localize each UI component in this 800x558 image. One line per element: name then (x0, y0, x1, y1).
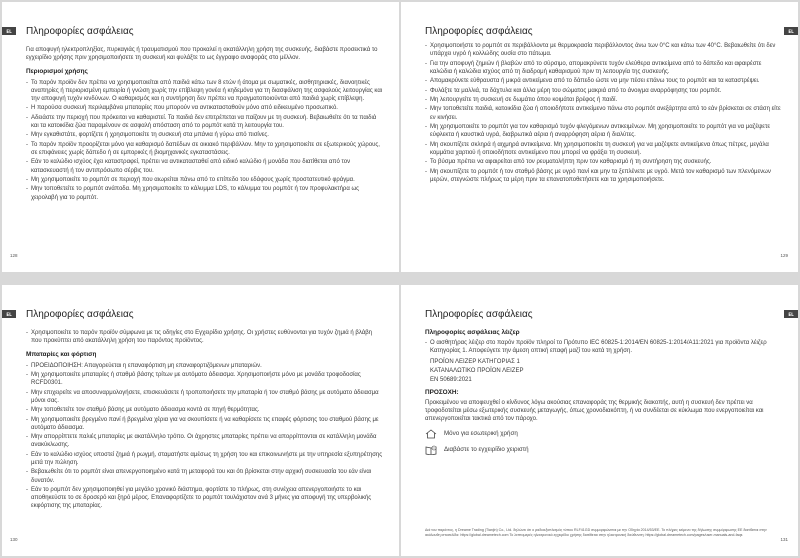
list-item: - Χρησιμοποιήστε το ρομπότ σε περιβάλλοντα με θερμοκρασία περιβάλλοντος άνω των 0°C και κάτω των 40°C. Βεβαιωθείτε ότι δεν υπάρχει υγρό ή κολλώδης ουσία στο πάτωμα. (425, 42, 782, 58)
list-item: - Απομακρύνετε εύθραυστα ή μικρά αντικείμενα από το δάπεδο ώστε να μην πέσει επάνω τους το ρομπότ και τα καταστρέψει. (425, 77, 782, 85)
laser-class-line: ΠΡΟΪΟΝ ΛΕΙΖΕΡ ΚΑΤΗΓΟΡΙΑΣ 1 (430, 358, 520, 365)
laser-class-line: ΚΑΤΑΝΑΛΩΤΙΚΟ ΠΡΟΪΟΝ ΛΕΙΖΕΡ (430, 367, 524, 374)
list-item: - Αδειάστε την περιοχή που πρόκειται να καθαριστεί. Τα παιδιά δεν επιτρέπεται να παίζουν με τη συσκευή. Βεβαιωθείτε ότι τα παιδιά και τα κατοικίδια ζώα παραμένουν σε ασφαλή απόσταση από το ρομπότ κατά τη λειτουργία του. (26, 114, 383, 130)
list-item: - Μη λειτουργείτε τη συσκευή σε δωμάτιο όπου κοιμάται βρέφος ή παιδί. (425, 96, 782, 104)
page-131 (401, 285, 798, 556)
list-item: - Μην εγκαθιστάτε, φορτίζετε ή χρησιμοποιείτε τη συσκευή στα μπάνια ή γύρω από πισίνες. (26, 131, 383, 139)
manual-book-icon (425, 445, 437, 455)
language-tab: EL (784, 310, 798, 318)
list-item: - Μην απορρίπτετε παλιές μπαταρίες με ακατάλληλο τρόπο. Οι άχρηστες μπαταρίες πρέπει να απορρίπτονται σε κατάλληλη μονάδα ανακύκλωσης. (26, 433, 383, 449)
laser-class-block (425, 358, 782, 385)
page-number: 130 (10, 537, 18, 542)
list-item: - Μην τοποθετείτε τον σταθμό βάσης με αυτόματο άδειασμα κοντά σε πηγή θερμότητας. (26, 406, 383, 414)
list-item: - Ο αισθητήρας λέιζερ στο παρόν προϊόν πληροί το Πρότυπο IEC 60825-1:2014/EN 60825-1:2014/A11:2021 για προϊόντα λέιζερ Κατηγορίας 1. Αποφεύγετε την άμεση οπτική επαφή μαζί του κατά τη χρήση. (425, 339, 782, 355)
usage-list (26, 329, 383, 345)
page-body (425, 329, 782, 455)
caution-text: Προκειμένου να αποφευχθεί ο κίνδυνος λόγω ακούσιας επαναφοράς της θερμικής διακοπής, αυτή η συσκευή δεν πρέπει να τροφοδοτείται μέσω εξωτερικής συσκευής μεταγωγής, όπως χρονοδιακόπτη, ή να συνδέεται σε κύκλωμα που ενεργοποιείται και απενεργοποιείται τακτικά από τον πάροχο. (425, 399, 764, 423)
language-tab: EL (784, 27, 798, 35)
page-title: Πληροφορίες ασφάλειας (26, 26, 134, 37)
list-item: - Εάν το ρομπότ δεν χρησιμοποιηθεί για μεγάλο χρονικό διάστημα, φορτίστε το πλήρως, στη συνέχεια απενεργοποιήστε το και αποθηκεύστε το σε δροσερό και ξηρό μέρος. Επαναφορτίζετε το ρομπότ τουλάχιστον ανά 3 μήνες για αποφυγή της υπερβολικής εκφόρτισης της μπαταρίας. (26, 486, 383, 511)
list-item: - Μη χρησιμοποιείτε το ρομπότ για τον καθαρισμό τυχόν φλεγόμενων αντικειμένων. Μη χρησιμοποιείτε το ρομπότ για να μαζέψετε εύφλεκτα ή καυστικά υγρά, διαβρωτικά αέρια ή αναρρόφηση αέρια ή διαλύτες. (425, 123, 782, 139)
list-item: - ΠΡΟΕΙΔΟΠΟΙΗΣΗ: Απαγορεύεται η επαναφόρτιση μη επαναφορτιζόμενων μπαταριών. (26, 362, 383, 370)
list-item: - Μην επιχειρείτε να αποσυναρμολογήσετε, επισκευάσετε ή τροποποιήσετε την μπαταρία ή τον σταθμό βάσης με αυτόματο άδειασμα μόνοι σας. (26, 389, 383, 405)
indoor-only-row (425, 429, 782, 439)
list-item: - Φυλάξτε τα μαλλιά, τα δάχτυλα και άλλα μέρη του σώματος μακριά από το άνοιγμα αναρρόφησης του ρομπότ. (425, 87, 782, 95)
page-body (26, 46, 383, 203)
list-item: - Μη χρησιμοποιείτε βρεγμένο πανί ή βρεγμένα χέρια για να σκουπίσετε ή να καθαρίσετε τις επαφές φόρτισης του σταθμού βάσης με αυτόματο άδειασμα. (26, 416, 383, 432)
read-manual-row (425, 445, 782, 455)
list-item: - Το παρόν προϊόν δεν πρέπει να χρησιμοποιείται από παιδιά κάτω των 8 ετών ή άτομα με σωματικές, αισθητηριακές, διανοητικές αναπηρίες ή περιορισμένη εμπειρία ή γνώση χωρίς την επίβλεψη γονέα ή κηδεμόνα για τη διασφάλιση της ασφαλούς λειτουργίας και την αποφυγή τυχόν κινδύνων. Ο καθαρισμός και η συντήρηση δεν πρέπει να πραγματοποιούνται από παιδιά χωρίς επίβλεψη. (26, 79, 383, 104)
house-icon (425, 429, 437, 439)
page-number: 131 (780, 537, 788, 542)
read-manual-label: Διαβάστε το εγχειρίδιο χειριστή (444, 446, 529, 454)
page-number: 129 (780, 253, 788, 258)
battery-list (26, 362, 383, 511)
page-130 (2, 285, 399, 556)
page-title: Πληροφορίες ασφάλειας (26, 309, 134, 320)
list-item: - Η παρούσα συσκευή περιλαμβάνει μπαταρίες που μπορούν να αντικατασταθούν μόνο από ειδικευμένο προσωπικό. (26, 104, 383, 112)
list-item: - Το παρόν προϊόν προορίζεται μόνο για καθαρισμό δαπέδων σε οικιακό περιβάλλον. Μην το χρησιμοποιείτε σε εξωτερικούς χώρους, σε επιφάνειες χωρίς δάπεδο ή σε εμπορικές ή βιομηχανικές εγκαταστάσεις. (26, 141, 383, 157)
list-item: - Μη σκουπίζετε σκληρά ή αιχμηρά αντικείμενα. Μη χρησιμοποιείτε τη συσκευή για να μαζέψετε αντικείμενα όπως πέτρες, μεγάλα κομμάτια χαρτιού ή οποιοδήποτε αντικείμενο που μπορεί να φράξει τη συσκευή. (425, 141, 782, 157)
caution-heading: ΠΡΟΣΟΧΗ: (425, 388, 459, 396)
intro-paragraph: Για αποφυγή ηλεκτροπληξίας, πυρκαγιάς ή τραυματισμού που προκαλεί η ακατάλληλη χρήση της συσκευής, διαβάστε προσεκτικά το εγχειρίδιο χρήσης πριν χρησιμοποιήσετε τη συσκευή και φυλάξτε το ως έγγραφο αναφοράς στο μέλλον. (26, 47, 378, 62)
section-heading: Περιορισμοί χρήσης (26, 68, 88, 76)
safety-list (425, 42, 782, 184)
page-body (425, 42, 782, 185)
page-129 (401, 2, 798, 272)
page-body (26, 329, 383, 512)
laser-class-line: EN 50689:2021 (430, 376, 472, 383)
declaration-footnote: Διά του παρόντος, η Dreame Trading (Tianjin) Co., Ltd. δηλώνει ότι ο ραδιοεξοπλισμός τύπου RLF41GD συμμορφώνεται με την Οδηγία 2014/53/ΕΕ. Το πλήρες κείμενο της δήλωσης συμμόρφωσης ΕΕ διατίθεται στην ακόλουθη ιστοσελίδα: https://global.dreametech.com Το λεπτομερές ηλεκτρονικό εγχειρίδιο χρήσης διατίθεται στην ηλεκτρονική διεύθυνση: https://global.dreametech.com/pages/user-manuals-and-faqs (425, 528, 767, 537)
list-item: - Μην τοποθετείτε το ρομπότ ανάποδα. Μη χρησιμοποιείτε το κάλυμμα LDS, το κάλυμμα του ρομπότ ή τον προφυλακτήρα ως χειρολαβή για το ρομπότ. (26, 185, 383, 201)
list-item: - Για την αποφυγή ζημιών ή βλαβών από το σύρσιμο, απομακρύνετε τυχόν ελεύθερα αντικείμενα από το δάπεδο και αφαιρέστε καλώδια ή καλώδια ισχύος από τη διαδρομή καθαρισμού πριν τη λειτουργία της συσκευής. (425, 60, 782, 76)
section-heading: Πληροφορίες ασφάλειας λέιζερ (425, 329, 520, 336)
list-item: - Βεβαιωθείτε ότι το ρομπότ είναι απενεργοποιημένο κατά τη μεταφορά του και ότι βρίσκεται στην αρχική συσκευασία του εάν είναι δυνατόν. (26, 468, 383, 484)
language-tab: EL (2, 27, 16, 35)
page-title: Πληροφορίες ασφάλειας (425, 26, 533, 37)
list-item: - Μη σκουπίζετε το ρομπότ ή τον σταθμό βάσης με υγρό πανί και μην τα ξεπλένετε με υγρό. Μετά τον καθαρισμό των πλενόμενων μερών, στεγνώστε πλήρως τα μέρη πριν τα επανατοποθετήσετε και τα χρησιμοποιήσετε. (425, 168, 782, 184)
laser-list (425, 339, 782, 355)
list-item: - Το βύσμα πρέπει να αφαιρείται από τον ρευματολήπτη πριν τον καθαρισμό ή τη συντήρηση της συσκευής. (425, 158, 782, 166)
page-number: 128 (10, 253, 18, 258)
indoor-only-label: Μόνο για εσωτερική χρήση (444, 430, 518, 438)
safety-list (26, 79, 383, 202)
list-item: - Εάν το καλώδιο ισχύος έχει καταστραφεί, πρέπει να αντικατασταθεί από ειδικό καλώδιο ή μονάδα που διατίθεται από τον κατασκευαστή ή τον αντιπρόσωπο σέρβις του. (26, 158, 383, 174)
list-item: - Μη χρησιμοποιείτε μπαταρίες ή σταθμό βάσης τρίτων με αυτόματο άδειασμα. Χρησιμοποιήστε μόνο με μονάδα τροφοδοσίας RCFD0301. (26, 371, 383, 387)
section-heading: Μπαταρίες και φόρτιση (26, 351, 97, 359)
list-item: - Εάν το καλώδιο ισχύος υποστεί ζημιά ή ρωγμή, σταματήστε αμέσως τη χρήση του και επικοινωνήστε με την υπηρεσία εξυπηρέτησης μετά την πώληση. (26, 451, 383, 467)
language-tab: EL (2, 310, 16, 318)
list-item: - Μη χρησιμοποιείτε το ρομπότ σε περιοχή που αιωρείται πάνω από το επίπεδο του εδάφους χωρίς προστατευτικό φράγμα. (26, 176, 383, 184)
list-item: - Χρησιμοποιείτε το παρόν προϊόν σύμφωνα με τις οδηγίες στο Εγχειρίδιο χρήσης. Οι χρήστες ευθύνονται για τυχόν ζημιά ή βλάβη που προκύπτει από ακατάλληλη χρήση του παρόντος προϊόντος. (26, 329, 383, 345)
page-128 (2, 2, 399, 272)
list-item: - Μην τοποθετείτε παιδιά, κατοικίδια ζώα ή οποιοδήποτε αντικείμενο πάνω στο ρομπότ ανεξάρτητα από το εάν βρίσκεται σε στάση είτε εν κινήσει. (425, 105, 782, 121)
page-title: Πληροφορίες ασφάλειας (425, 309, 533, 320)
